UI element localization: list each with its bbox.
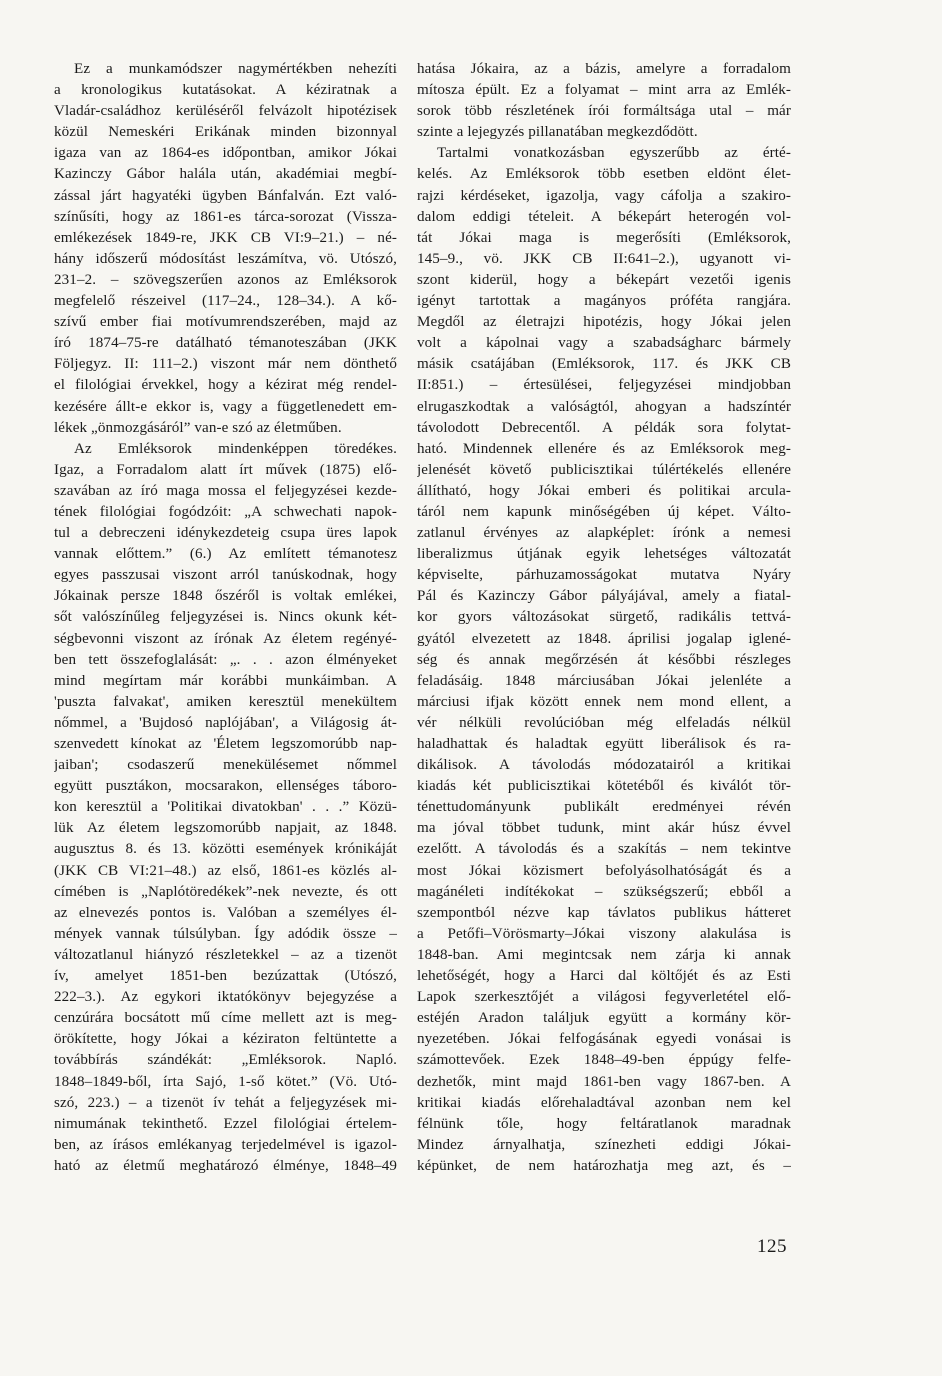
text-line: nőmmel, a 'Bujdosó naplójában', a Világosig át- (54, 714, 397, 731)
text-line: dalom eddigi tételeit. A békepárt heterogén vol- (417, 208, 791, 225)
text-line: hány időszerű módosítást leszámítva, vö. Utószó, (54, 250, 397, 267)
text-line: továbbírás szándékát: „Emléksorok. Napló. (54, 1052, 397, 1069)
text-line: tul a debreczeni idénykezdeteig csupa üres lapok (54, 525, 397, 542)
text-line: volt a kápolnai vagy a szabadságharc bármely (417, 335, 791, 352)
text-line: ezelőtt. A távolodás és a szakítás – nem tekintve (417, 841, 791, 858)
text-line: elrugaszkodtak a valóságtól, ahogyan a hadszíntér (417, 398, 791, 415)
text-line: ben tett összefoglalását: „. . . azon élményeket (54, 651, 397, 668)
text-line: a kronologikus kutatásokat. A kéziratnak a (54, 82, 397, 99)
text-line: mind megírtam már korábbi munkáimban. A (54, 672, 397, 689)
text-line: Vladár-családhoz kerüléséről felvázolt hipotézisek (54, 103, 397, 120)
text-line: zatlanul érvényes az alapképlet: írónk a nemesi (417, 525, 791, 542)
text-line: Ez a munkamódszer nagymértékben nehezíti (74, 61, 397, 77)
text-line: Jókainak persze 1848 őszéről is voltak emlékei, (54, 588, 397, 605)
text-line: nimumának tekinthető. Ezzel filológiai értelem- (54, 1115, 397, 1132)
text-line: megfelelő részeivel (117–24., 128–34.). A kő- (54, 293, 397, 310)
text-line: Igaz, a Forradalom alatt írt művek (1875) elő- (54, 461, 397, 478)
text-line: 145–9., vö. JKK CB II:641–2.), ugyanott vi- (417, 250, 791, 267)
text-line: el filológiai érvekkel, hogy a kézirat még rendel- (54, 377, 397, 394)
text-line: gyától elvezetett az 1848. áprilisi jogalap iglené- (417, 630, 791, 647)
text-line: Mindez árnyalhatja, színezheti eddigi Jókai- (417, 1136, 791, 1153)
text-line: kor gyors változásokat sürgető, radikális tettvá- (417, 609, 791, 626)
text-line: augusztus 8. és 13. közötti események krónikáját (54, 841, 397, 858)
text-line: ma jóval többet tudunk, mint akár húsz évvel (417, 820, 791, 837)
text-line: állítható, hogy Jókai emberi és politikai arcula- (417, 482, 791, 499)
text-line: címében is „Naplótöredékek”-nek nevezte, és ott (54, 883, 397, 900)
text-line: Megdől az életrajzi hipotézis, hogy Jókai jelen (417, 314, 791, 331)
text-line: Az Emléksorok mindenképpen töredékes. (74, 440, 397, 457)
text-line: egyes passzusai viszont arról tanúskodnak, hogy (54, 567, 397, 584)
text-line: Följegyz. II: 111–2.) viszont már nem dönthető (54, 356, 397, 373)
right-text-column (417, 59, 791, 1177)
text-line: dezhetők, mint majd 1861-ben vagy 1867-ben. A (417, 1073, 791, 1090)
text-line: 1848-ban. Ami megintcsak nem zárja ki annak (417, 946, 791, 963)
text-line: lékek „önmozgásáról” van-e szó az életműben. (54, 419, 342, 436)
text-line: ható. Mindennek ellenére és az Emléksorok meg- (417, 440, 791, 457)
page-number: 125 (757, 1236, 787, 1257)
text-line: Tartalmi vonatkozásban egyszerűbb az érté- (437, 145, 791, 162)
text-line: kritikai kiadás előrehaladtával azonban nem kel (417, 1094, 791, 1111)
text-line: mítosza épült. Ez a folyamat – mint arra az Emlék- (417, 82, 791, 99)
text-line: most Jókai közismert befolyásolhatóságát és a (417, 862, 791, 879)
text-line: közül Nemeskéri Erikának minden bizonnyal (54, 124, 397, 141)
text-line: márciusi ifjak között ennek nem mond ellent, a (417, 693, 791, 710)
text-line: képviselte, párhuzamosságokat mutatva Nyáry (417, 567, 791, 584)
text-line: képünket, de nem határozhatja meg azt, és – (417, 1157, 791, 1174)
text-line: együtt pusztákon, mocsarakon, ellenséges táboro- (54, 778, 397, 795)
text-line: kelés. Az Emléksorok több esetben eldönt élet- (417, 166, 791, 183)
text-line: 222–3.). Az egykori iktatókönyv bejegyzése a (54, 989, 397, 1006)
text-line: szinte a lejegyzés pillanatában megkezdődött. (417, 124, 698, 141)
text-line: igényt tartottak a magányos próféta rangjára. (417, 293, 791, 310)
left-text-column (54, 59, 397, 1177)
text-line: haladhattak és haladtak együtt liberálisok és ra- (417, 736, 791, 752)
text-line: szenvedett kínokat az 'Életem legszomorúbb nap- (54, 736, 397, 752)
text-line: vannak előttem.” (6.) Az említett témanotesz (54, 546, 397, 563)
text-line: emlékezések 1849-re, JKK CB VI:9–21.) – né- (54, 229, 397, 246)
text-line: sorok több részletének írói formáltsága utal – már (417, 103, 791, 120)
text-line: táról nem kapunk minőségében új képet. Válto- (417, 503, 791, 520)
text-line: mények vannak túlsúlyban. Így adódik össze – (54, 925, 397, 942)
text-line: Pál és Kazinczy Gábor pályájával, amely a fiatal- (417, 588, 791, 605)
text-line: (JKK CB VI:21–48.) az első, 1861-es közlés al- (54, 862, 397, 879)
text-line: 1848–1849-ből, írta Sajó, 1-ső kötet.” (Vö. Utó- (54, 1073, 397, 1090)
text-line: liberalizmus útjának egyik lehetséges változatát (417, 546, 791, 563)
text-line: szívű ember fiai motívumrendszerében, majd az (54, 314, 397, 331)
text-line: ható az életmű meghatározó élménye, 1848–49 (54, 1157, 397, 1174)
text-line: számottevőek. Ezek 1848–49-ben éppúgy felfe- (417, 1052, 791, 1069)
text-line: ben, az írásos emlékanyag terjedelmével is igazol- (54, 1136, 397, 1153)
text-line: lehetőségét, hogy a Harci dal költőjét és az Esti (417, 968, 791, 985)
text-line: magánéleti indítékokat – szükségszerű; ebből a (417, 883, 791, 900)
text-line: rajzi kérdéseket, igazolja, vagy cáfolja a szakiro- (417, 187, 791, 204)
text-line: örökítette, hogy Jókai a kéziraton feltüntette a (54, 1031, 397, 1048)
text-line: lük Az életem legszomorúbb napjait, az 1848. (54, 820, 397, 837)
text-line: szavában az író maga mossa el feljegyzései kezde- (54, 482, 397, 499)
text-line: kon keresztül a 'Politikai divatokban' . . .” Közü- (54, 799, 397, 816)
text-line: szont kiderül, hogy a békepárt vezetői igenis (417, 271, 791, 288)
text-line: író 1874–75-re datálható témanoteszában (JKK (54, 335, 397, 352)
text-line: színűsíti, hogy az 1861-es tárca-sorozat (Vissza- (54, 208, 397, 225)
text-line: másik csatájában (Emléksorok, 117. és JKK CB (417, 356, 791, 373)
text-line: félnünk tőle, hogy feltáratlanok maradnak (417, 1115, 791, 1132)
text-line: távolodott Debrecentől. A példák sora folytat- (417, 419, 791, 436)
text-line: zással járt hagyatéki ügyben Bánfalván. Ezt való- (54, 187, 397, 204)
text-line: a Petőfi–Vörösmarty–Jókai viszony alakulása is (417, 925, 791, 942)
text-line: Lapok szerkesztőjét a világosi fegyverletétel elő- (417, 989, 791, 1006)
text-line: dikálisok. A távolodás módozatairól a kritikai (417, 757, 791, 774)
text-line: ténettudományunk publikált eredményei révén (417, 799, 791, 816)
text-line: ív, amelyet 1851-ben bezúzattak (Utószó, (54, 968, 397, 985)
text-line: jaiban'; csodaszerű menekülésemet nőmmel (54, 757, 397, 774)
text-line: igaza van az 1864-es időpontban, amikor Jókai (54, 145, 397, 162)
text-line: hatása Jókaira, az a bázis, amelyre a forradalom (417, 61, 791, 77)
text-line: ségbevonni viszont az írónak Az életem regényé- (54, 630, 397, 647)
text-line: vér nélküli revolúcióban még elfeladás nélkül (417, 714, 791, 731)
text-line: jelenését követő publicisztikai túlértékelés ellenére (417, 461, 791, 478)
text-line: 'puszta falvakat', amiken keresztül menekültem (54, 693, 397, 710)
text-line: kiadás két publicisztikai kötetéből és kiválót tör- (417, 778, 791, 795)
text-line: tének filológiai fogódzóit: „A schwechati napok- (54, 503, 397, 520)
text-line: kezésére állt-e ekkor is, vagy a függetlenedett em- (54, 398, 397, 415)
text-line: változatlanul hiányzó részletekkel – az a tizenöt (54, 946, 397, 963)
text-line: ség és annak megőrzésén át későbbi részleges (417, 651, 791, 668)
text-line: szó, 223.) – a tizenöt ív tehát a feljegyzések mi- (54, 1094, 397, 1111)
text-line: feladásáig. 1848 márciusában Jókai jelenléte a (417, 672, 791, 689)
text-line: estéjén Aradon találjuk együtt a kormány kör- (417, 1010, 791, 1027)
text-line: II:851.) – értesülései, feljegyzései mindjobban (417, 377, 791, 394)
text-line: szempontból nézve kap távlatos publikus hátteret (417, 904, 791, 921)
text-line: cenzúrára bocsátott mű címe mellett azt is meg- (54, 1010, 397, 1027)
text-line: nyezetében. Jókai felfogásának egyedi vonásai is (417, 1031, 791, 1048)
text-line: tát Jókai maga is megerősíti (Emléksorok, (417, 229, 791, 246)
text-line: az elnevezés pontos is. Valóban a személyes él- (54, 904, 397, 921)
text-line: 231–2. – szövegszerűen azonos az Emléksorok (54, 271, 397, 288)
text-line: Kazinczy Gábor halála után, akadémiai megbí- (54, 166, 397, 183)
text-line: sőt valószínűleg feljegyzései is. Nincs okunk két- (54, 609, 397, 626)
